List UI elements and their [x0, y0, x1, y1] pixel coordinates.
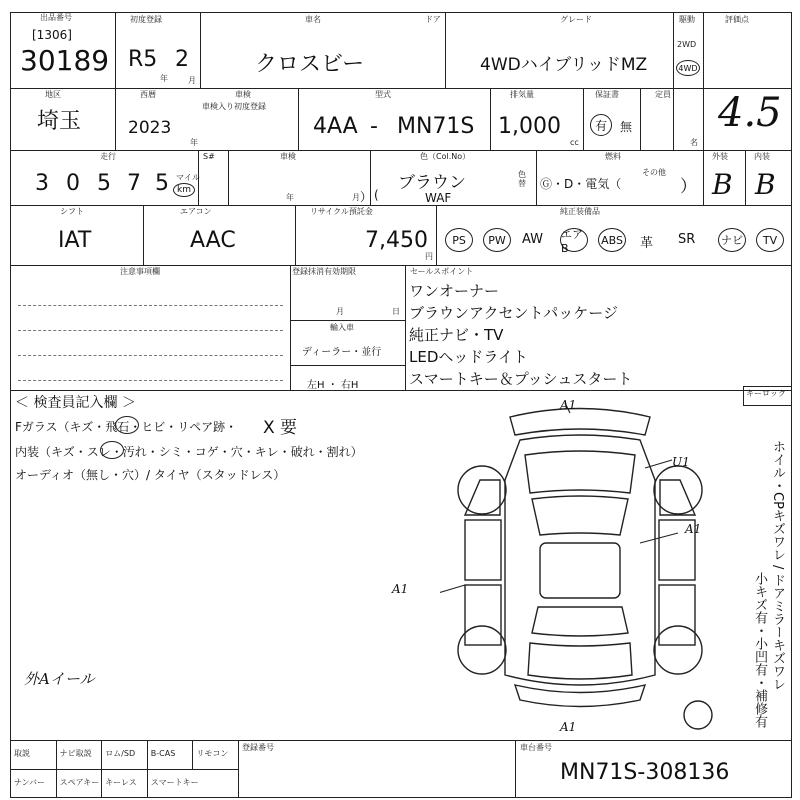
right-column-1: ホイル・CPキズワレ / ドアミラーキズワレ — [770, 440, 785, 691]
equipment-item: 革 — [640, 236, 654, 251]
accessory-label: B-CAS — [150, 749, 176, 758]
color-change-label: 色替 — [518, 170, 526, 188]
accessory-label: ロム/SD — [105, 749, 136, 758]
equipment-item: ABS — [598, 228, 626, 252]
first-reg-month: 2 — [175, 47, 189, 72]
score-label: 評価点 — [725, 15, 749, 24]
inspector-line-interior: 内装（キズ・スレ・汚れ・シミ・コゲ・穴・キレ・破れ・割れ） — [15, 445, 363, 459]
equipment-item: PW — [483, 228, 511, 252]
first-reg-era: R5 — [128, 47, 158, 72]
import-dealer: ディーラー・並行 — [302, 347, 382, 358]
car-damage-diagram — [440, 395, 720, 740]
inspector-line-glass: Fガラス（キズ・飛石・ヒビ・リペア跡・ — [15, 420, 238, 434]
shift: IAT — [58, 228, 92, 253]
right-column-2: 小キズ有・小凹有・補修有 — [752, 572, 767, 728]
color-code: WAF — [425, 191, 452, 205]
accessory-label: スペアキー — [59, 778, 100, 787]
exterior-grade: B — [712, 168, 733, 201]
model-code-prefix: 4AA — [313, 114, 358, 139]
equipment-item: SR — [678, 232, 696, 247]
model-name-label: 車名 — [305, 15, 321, 24]
import-handle: 左H ・ 右H — [307, 380, 359, 391]
warranty-no: 無 — [620, 120, 633, 134]
accessory-label: キーレス — [105, 778, 137, 787]
mileage-digit-1: 3 — [35, 171, 49, 196]
glass-repair-mark: X 要 — [263, 418, 298, 438]
inspector-heading: ＜ 検査員記入欄 ＞ — [15, 395, 136, 411]
damage-mark-rear: A1 — [560, 720, 577, 734]
sales-point-item: 純正ナビ・TV — [409, 326, 504, 344]
damage-mark-right-front: U1 — [672, 455, 690, 469]
mileage-digit-5: 5 — [155, 171, 169, 196]
year-value: 2023 — [128, 118, 172, 138]
model-code: MN71S — [397, 114, 475, 139]
sales-point-item: スマートキー＆プッシュスタート — [409, 370, 633, 388]
warranty-yes-circled: 有 — [590, 114, 612, 136]
accessory-label: スマートキー — [150, 778, 199, 787]
drive-2wd: 2WD — [677, 40, 697, 49]
sales-point-item: LEDヘッドライト — [409, 348, 528, 366]
recycle-fee: 7,450 — [365, 228, 428, 253]
damage-mark-right-door: A1 — [685, 522, 702, 536]
lot-number: 30189 — [20, 44, 110, 77]
aircon: AAC — [190, 228, 236, 253]
lot-code: [1306] — [32, 28, 72, 42]
equipment-item: エアB — [560, 228, 588, 252]
grade: 4WDハイブリッドMZ — [480, 55, 648, 75]
damage-mark-left: A1 — [392, 582, 409, 596]
mileage-km-circled: km — [173, 183, 195, 197]
displacement-value: 1,000 — [498, 114, 561, 139]
grade-label: グレード — [560, 15, 592, 24]
drive-label: 駆動 — [679, 15, 695, 24]
sales-point-item: ブラウンアクセントパッケージ — [409, 304, 618, 322]
chassis-number: MN71S-308136 — [560, 760, 730, 785]
mileage-digit-2: 0 — [66, 171, 80, 196]
accessory-label: ナビ取説 — [59, 749, 92, 758]
accessory-label: 取説 — [14, 749, 30, 758]
mileage-digit-4: 7 — [127, 171, 141, 196]
equipment-item: AW — [522, 232, 544, 247]
equipment-item: PS — [445, 228, 473, 252]
accessory-label: リモコン — [196, 749, 229, 758]
doors-label: ドア — [425, 15, 441, 24]
lot-label: 出品番号 — [40, 13, 72, 22]
model-name: クロスビー — [255, 52, 365, 77]
accessory-label: ナンバー — [14, 778, 46, 787]
sales-point-item: ワンオーナー — [409, 282, 500, 300]
inspector-line-audio: オーディオ（無し・穴）/ タイヤ（スタッドレス） — [15, 468, 286, 482]
damage-mark-front: A1 — [560, 398, 577, 412]
fuel-type: Ⓖ・D・電気（ — [540, 177, 622, 191]
mileage-digit-3: 5 — [97, 171, 111, 196]
handwritten-note: 外Aイール — [24, 670, 95, 688]
auction-sheet: 出品番号 初度登録 車名 ドア グレード 駆動 評価点 [1306] 30189 R5 年 2 月 クロスビー 4WDハイブリッドMZ 2WD 4WD 4.5 地区 西暦 車検 型式 排気量 保証書 定員 埼玉 2023 年 車検入り初度登録 4AA - MN71S 1,000 cc 有 無 名 走行 S# 車検 色（Col.No） 燃料 外装 内装 3 0 5 7 5 マイル km 年 月 ） ( ブラウン WAF 色替 Ⓖ・D・電気（ その他 ） B B シフト エアコン リサイクル預託金 純正装備品 IAT AAC 7,450 円 PS PW AW エアB ABS 革 SR ナビ TV 注意事項欄 登録抹消有効期限 セールスポイント 輸入車 月 日 ディーラー・並行 左H ・ 右H ワンオーナー ブラウンアクセントパッケージ 純正ナビ・TV LEDヘッドライト スマートキー＆プッシュスタート ＜ 検査員記入欄 ＞ Fガラス（キズ・飛石・ヒビ・リペア跡・ X 要 内装（キズ・スレ・汚れ・シミ・コゲ・穴・キレ・破れ・割れ） オーディオ（無し・穴）/ タイヤ（スタッドレス） 外Aイール キーロック ホイル・CPキズワレ / ドアミラーキズワレ 小キズ有・小凹有・補修有 A1 U1 A1 A1 A1 登録番号 車台番号 取説 ナビ取説 ロム/SD B-CAS リモコン ナンバー スペアキー キーレス スマートキー MN71S-308136 — [0, 0, 800, 800]
equipment-item: ナビ — [718, 228, 746, 252]
color-name: ブラウン — [398, 173, 466, 193]
region: 埼玉 — [37, 109, 82, 134]
first-reg-label: 初度登録 — [130, 15, 162, 24]
drive-4wd-circled: 4WD — [676, 60, 700, 76]
score-value: 4.5 — [718, 90, 782, 136]
interior-grade: B — [755, 168, 776, 201]
equipment-item: TV — [756, 228, 784, 252]
